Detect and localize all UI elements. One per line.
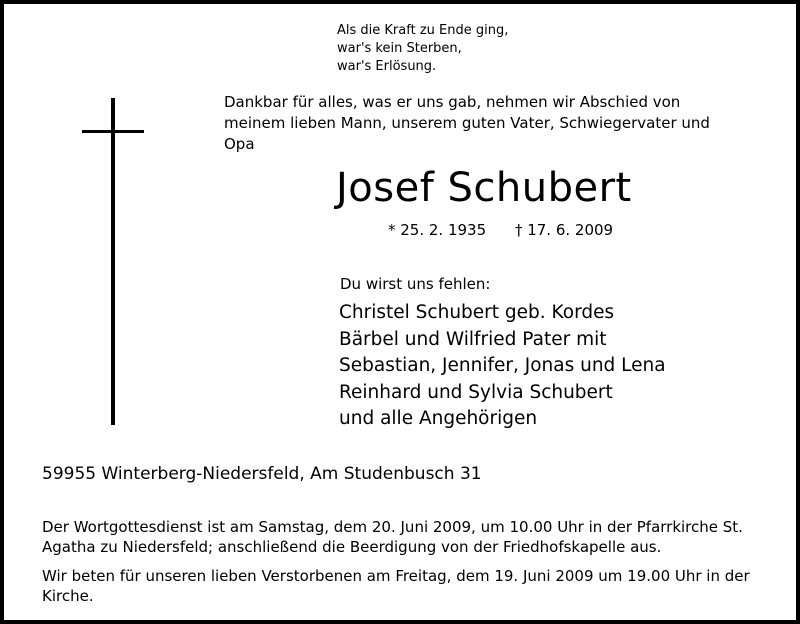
mourner-line: Bärbel und Wilfried Pater mit — [339, 328, 607, 350]
life-dates — [388, 220, 613, 240]
death-date: † 17. 6. 2009 — [514, 221, 614, 239]
obituary-notice — [4, 4, 796, 620]
mourner-line: Reinhard und Sylvia Schubert — [339, 381, 613, 403]
birth-date: * 25. 2. 1935 — [388, 221, 487, 239]
deceased-name: Josef Schubert — [336, 165, 632, 211]
address: 59955 Winterberg-Niedersfeld, Am Studenbusch 31 — [42, 464, 482, 484]
mourners-list — [339, 300, 666, 433]
service-info: Der Wortgottesdienst ist am Samstag, dem 20. Juni 2009, um 10.00 Uhr in der Pfarrkirche St. Agatha zu Niedersfeld; anschließend die Beerdigung von der Friedhofskapelle aus. — [42, 518, 743, 556]
poem-line: war's Erlösung. — [337, 59, 437, 74]
prayer-info: Wir beten für unseren lieben Verstorbenen am Freitag, dem 19. Juni 2009 um 19.00 Uhr in der Kirche. — [42, 567, 750, 605]
poem — [337, 22, 508, 76]
mourners-heading: Du wirst uns fehlen: — [340, 275, 491, 293]
mourner-line: Christel Schubert geb. Kordes — [339, 302, 615, 323]
poem-line: Als die Kraft zu Ende ging, — [337, 23, 509, 38]
poem-line: war's kein Sterben, — [337, 41, 462, 56]
intro-text: Dankbar für alles, was er uns gab, nehmen wir Abschied von meinem lieben Mann, unserem guten Vater, Schwiegervater und Opa — [224, 93, 710, 153]
mourner-line: und alle Angehörigen — [339, 408, 538, 429]
mourner-line: Sebastian, Jennifer, Jonas und Lena — [339, 355, 666, 376]
